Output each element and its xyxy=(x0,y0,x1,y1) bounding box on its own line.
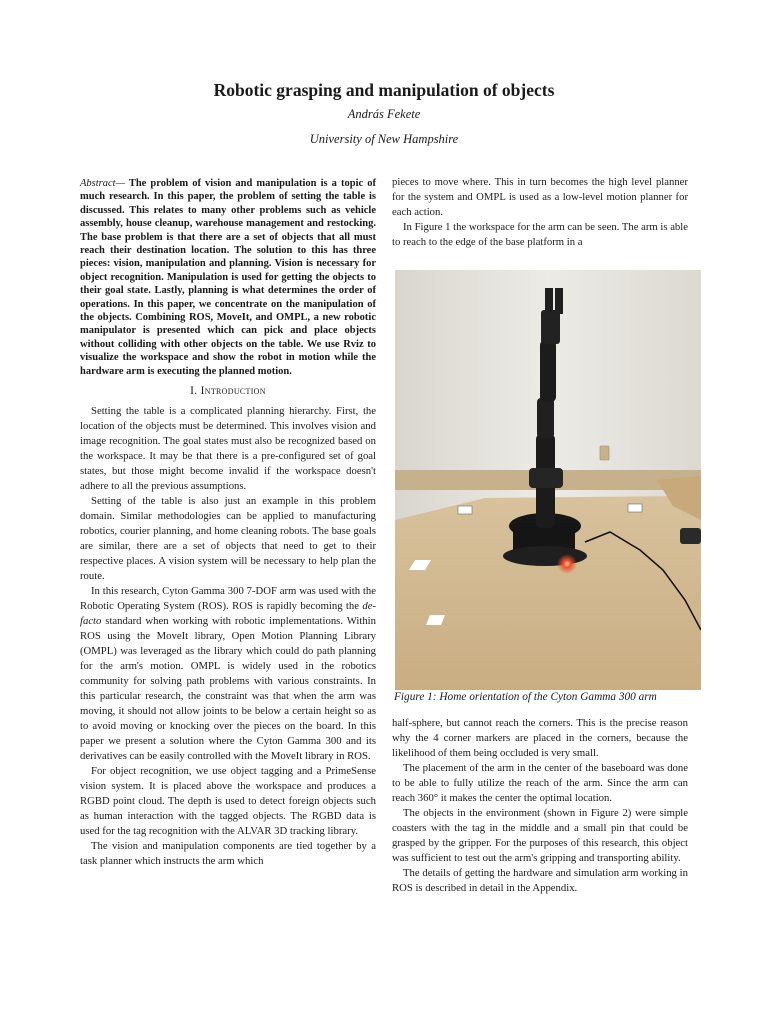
arm-wrist xyxy=(541,310,560,344)
intro-paragraph-2: Setting of the table is also just an example in this problem domain. Similar methodologies can be applied to manufacturing robotics, courier planning, and home cleaning robots. The base goals are similar, there are a set of objects that need to get to their respective places. A vision system will be necessary to help plan the route. xyxy=(80,495,376,583)
arm-link-upper xyxy=(540,340,556,402)
intro-p3-end: standard when working with robotic implementations. Within ROS using the MoveIt library, Open Motion Planning Library (OMPL) was leveraged as the library which could do path planning for the arm's motion. OMPL is widely used in the robotics community for solving path problems with various constraints. In this particular research, the constraint was that when the arm was moving, it should not allow joints to be below a certain height so as to avoid moving or knocking over the pieces on the board. In this paper we present a solution where the Cyton Gamma 300 and its derivatives can be easily controlled with the MoveIt library in ROS. xyxy=(80,615,376,763)
author-affiliation: University of New Hampshire xyxy=(309,132,459,146)
right-column-bottom xyxy=(392,716,688,896)
intro-paragraph-8: The objects in the environment (shown in Figure 2) were simple coasters with the tag in the middle and a small pin that could be grasped by the gripper. For the purposes of this research, this object was sufficient to test out the arm's gripping and transporting ability. xyxy=(392,807,688,864)
gripper-jaw-left xyxy=(545,288,553,314)
author-name: András Fekete xyxy=(347,107,421,121)
section-heading-introduction: I. Introduction xyxy=(190,385,266,398)
gripper-jaw-right xyxy=(555,288,563,314)
intro-paragraph-6: In Figure 1 the workspace for the arm can be seen. The arm is able to reach to the edge of the base platform in a xyxy=(392,221,688,248)
intro-paragraph-5-continued: pieces to move where. This in turn becomes the high level planner for the system and OMPL is used as a low-level motion planner for each action. xyxy=(392,176,688,218)
intro-paragraph-4: For object recognition, we use object tagging and a PrimeSense vision system. It is placed above the workspace and produces a RGBD point cloud. The depth is used to detect foreign objects such as human interaction with the tagged objects. The RGBD data is used for the tag recognition with the ALVAR 3D tracking library. xyxy=(80,765,376,838)
wall-outlet xyxy=(600,446,609,460)
paper-title: Robotic grasping and manipulation of objects xyxy=(213,80,555,100)
intro-paragraph-6-continued: half-sphere, but cannot reach the corners. This is the precise reason why the 4 corner markers are placed in the corners, because the likelihood of them being occluded is very small. xyxy=(392,717,688,759)
abstract xyxy=(80,177,376,378)
robot-arm-photo xyxy=(395,270,701,690)
arm-joint-base xyxy=(529,468,563,488)
corner-marker-tr xyxy=(628,504,642,512)
abstract-text: The problem of vision and manipulation is a topic of much research. In this paper, the problem of setting the table is discussed. This relates to many other problems such as vehicle assembly, house cleanup, warehouse management and restocking. The base problem is that there are a set of objects that all must reach their destination location. The solution to this has three pieces: vision, manipulation and planning. Vision is necessary for object recognition. Manipulation is used for getting the objects to their goal state. Lastly, planning is what determines the order of operations. In this paper, we concentrate on the manipulation of the objects. Combining ROS, MoveIt, and OMPL, a new robotic manipulator is presented which can pick and place objects without colliding with other objects on the table. We use Rviz to visualize the workspace and show the robot in motion while the hardware arm is executing the planned motion. xyxy=(80,178,376,377)
arm-status-led xyxy=(557,554,577,574)
left-column xyxy=(80,177,376,869)
figure-1-photo xyxy=(395,270,701,690)
right-column-top xyxy=(392,175,688,250)
intro-paragraph-5: The vision and manipulation components are tied together by a task planner which instructs the arm which xyxy=(80,840,376,868)
abstract-label: Abstract— xyxy=(80,178,125,189)
intro-p3-start: In this research, Cyton Gamma 300 7-DOF arm was used with the Robotic Operating System (ROS). ROS is rapidly becoming the xyxy=(80,585,376,613)
intro-p3-italic: de-facto xyxy=(80,600,376,628)
arm-link-mid xyxy=(537,398,554,438)
corner-marker-tl xyxy=(458,506,472,514)
intro-paragraph-7: The placement of the arm in the center of the baseboard was done to be able to fully utilize the reach of the arm. Since the arm can reach 360° it makes the center the optimal location. xyxy=(392,762,688,804)
intro-paragraph-1: Setting the table is a complicated planning hierarchy. First, the location of the objects must be determined. This involves vision and image recognition. The goal states must also be recognized based on the workspace. It may be that there is a pre-configured set of goal states, but those might become invalid if the workspace doesn't adhere to all the previous assumptions. xyxy=(80,405,376,493)
intro-paragraph-3 xyxy=(80,584,376,764)
intro-paragraph-9: The details of getting the hardware and simulation arm working in ROS is described in detail in the Appendix. xyxy=(392,867,688,894)
side-device xyxy=(680,528,701,544)
figure-1-caption: Figure 1: Home orientation of the Cyton Gamma 300 arm xyxy=(394,691,657,703)
